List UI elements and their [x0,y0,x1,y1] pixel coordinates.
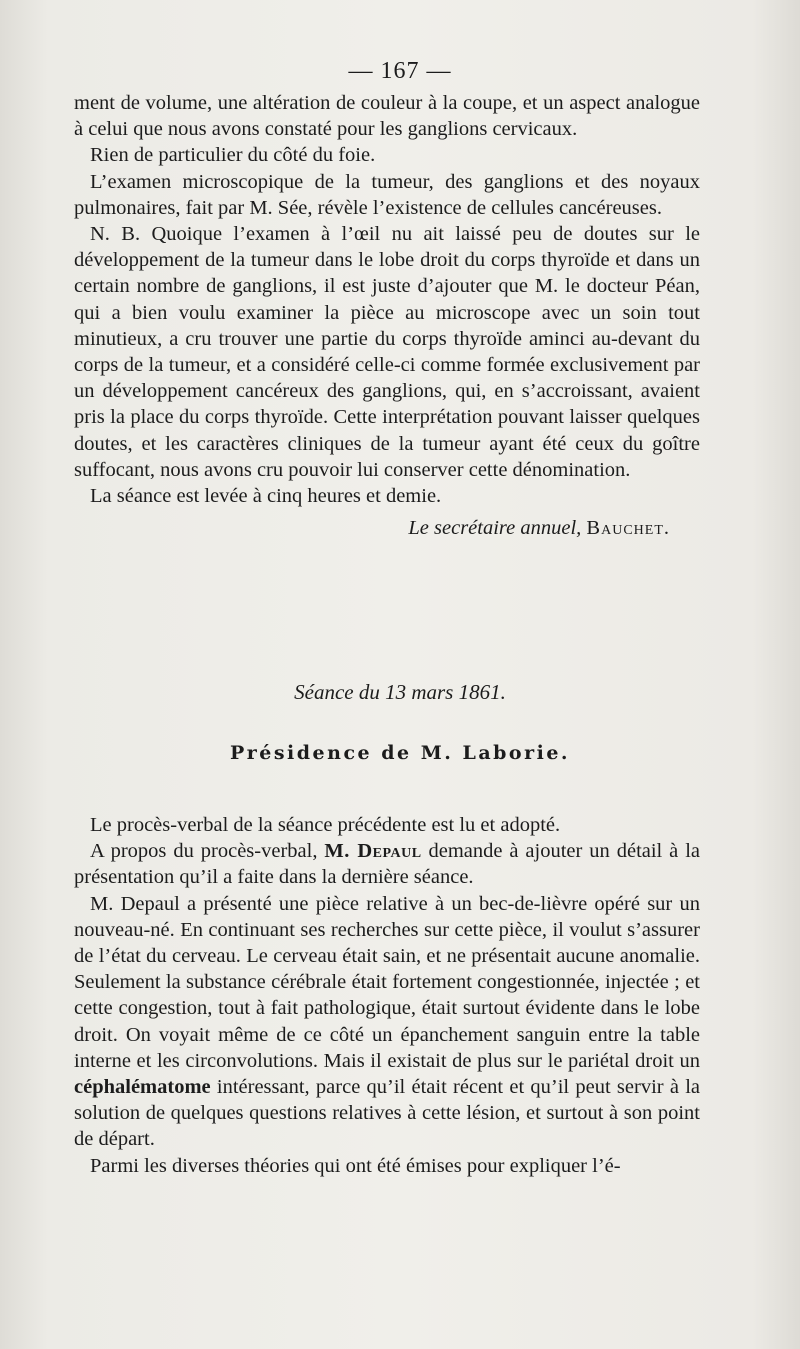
paragraph: Le procès-verbal de la séance précédente est lu et adopté. [90,814,561,836]
text-block-top [74,90,700,541]
q2-after: demande à ajouter un détail à la présentation qu’il a faite dans la dernière séance. [74,840,701,889]
paragraph: L’examen microscopique de la tumeur, des ganglions et des noyaux pulmonaires, fait par M. Sée, révèle l’existence de cellules cancéreuses. [74,170,700,219]
presidence-name: M. Laborie. [420,742,571,764]
q3-after: intéressant, parce qu’il était récent et qu’il peut servir à la solution de quelques questions relatives à cette lésion, et surtout à son point de départ. [74,1076,700,1151]
presidence-prefix: Présidence de [229,742,412,764]
session-heading: Séance du 13 mars 1861. [294,680,506,704]
signature-role: Le secrétaire annuel, [408,517,582,540]
signature [74,515,700,541]
paragraph: Parmi les diverses théories qui ont été émises pour expliquer l’é- [90,1154,621,1177]
paragraph [74,891,700,1153]
q3-before: M. Depaul a présenté une pièce relative à un bec-de-lièvre opéré sur un nouveau-né. En continuant ses recherches sur cette pièce, il voulut s’assurer de l’état du cerveau. Le cerveau était sain, et ne présentait aucune anomalie. Seulement la substance cérébrale était fortement congestionnée, injectée ; et cette congestion, tout à fait pathologique, était surtout évidente dans le lobe droit. On voyait même de ce côté un épanchement sanguin entre la table interne et les circonvolutions. Mais il existait de plus sur le pariétal droit un [74,892,700,1072]
paragraph: Rien de particulier du côté du foie. [90,144,376,167]
paragraph: ment de volume, une altération de couleur à la coupe, et un aspect analogue à celui que nous avons constaté pour les ganglions cervicaux. [74,92,700,141]
speaker-name: M. Depaul [324,840,422,863]
medical-term: céphalématome [74,1076,211,1099]
presidence-heading [0,742,800,764]
paragraph [74,838,700,890]
paragraph-nota-bene: N. B. Quoique l’examen à l’œil nu ait laissé peu de doutes sur le développement de la tumeur dans le lobe droit du corps thyroïde et dans un certain nombre de ganglions, il est juste d’ajouter que M. le docteur Péan, qui a bien voulu examiner la pièce au microscope avec un soin tout minutieux, a cru trouver une partie du corps thyroïde aminci au-devant du corps de la tumeur, et a considéré celle-ci comme formée exclusivement par un développement cancéreux des ganglions, qui, en s’accroissant, avaient pris la place du corps thyroïde. Cette interprétation pouvant laisser quelques doutes, et les caractères cliniques de la tumeur ayant été ceux du goître suffocant, nous avons cru pouvoir lui conserver cette dénomination. [74,223,700,481]
page-number: — 167 — [348,58,452,84]
paragraph: La séance est levée à cinq heures et demie. [90,485,442,508]
q2-before: A propos du procès-verbal, [90,840,318,863]
signature-name: Bauchet. [586,517,670,540]
text-block-bottom [74,812,700,1179]
